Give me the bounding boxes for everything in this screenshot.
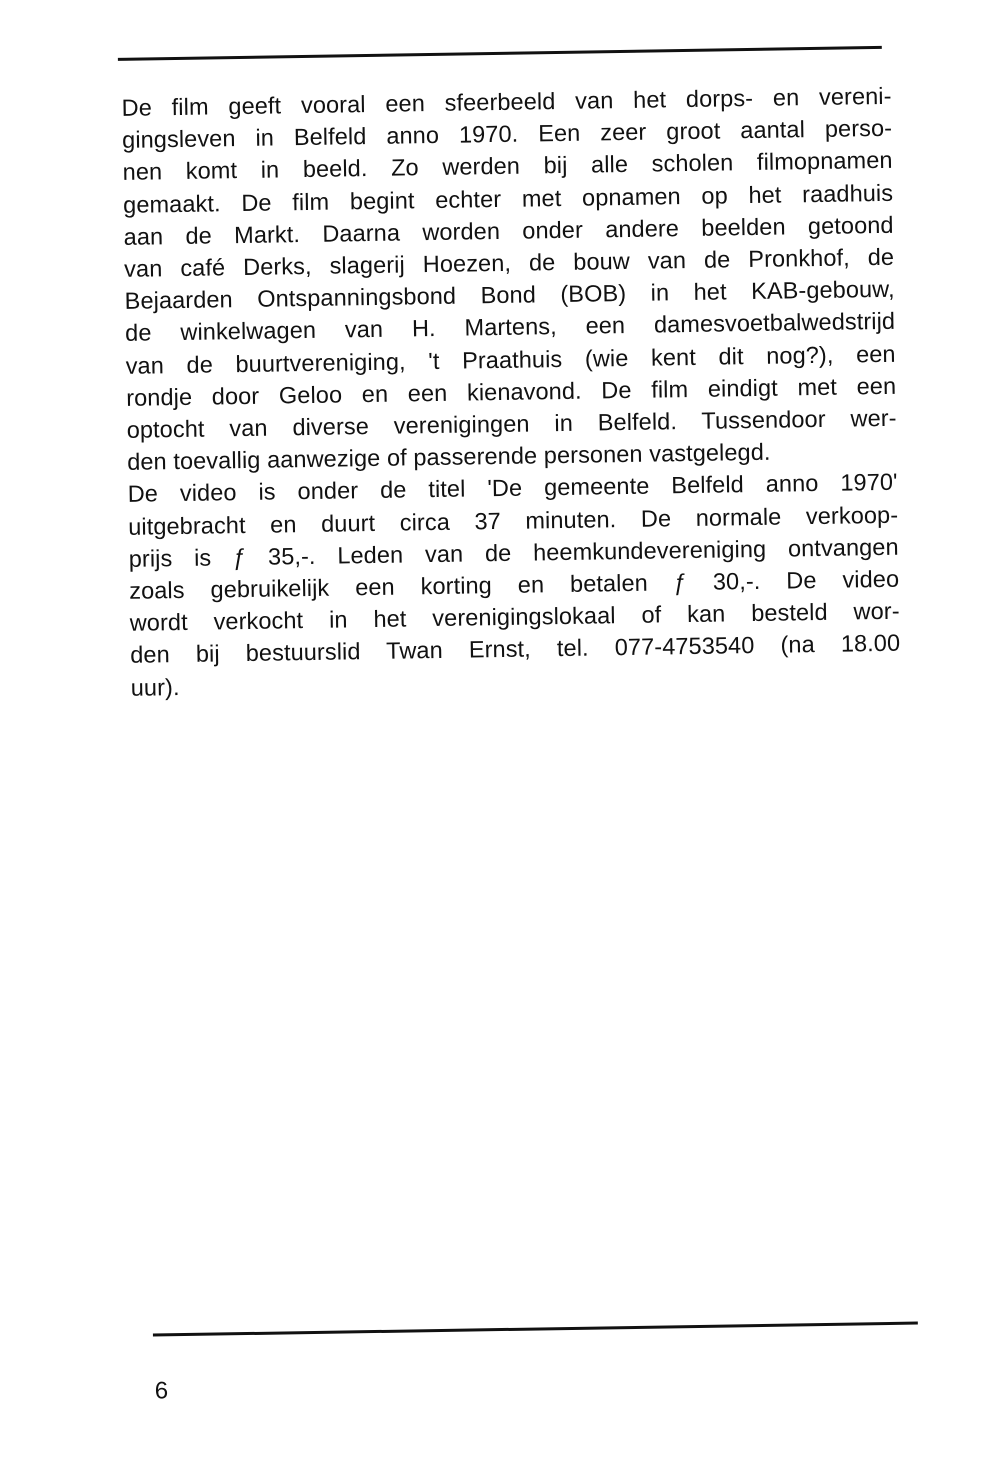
text-line: De video is onder de titel 'De gemeente Belfeld anno 1970': [127, 469, 898, 508]
text-line: rondje door Geloo en een kienavond. De film eindigt met een: [126, 372, 897, 411]
text-line: wordt verkocht in het verenigingslokaal of kan besteld wor-: [129, 597, 900, 637]
text-line: uitgebracht en duurt circa 37 minuten. De normale verkoop-: [128, 501, 899, 540]
text-line: De film geeft vooral een sfeerbeeld van het dorps- en vereni-: [121, 82, 892, 121]
text-line: optocht van diverse verenigingen in Belfeld. Tussendoor wer-: [126, 404, 897, 443]
text-line: de winkelwagen van H. Martens, een damesvoetbalwedstrijd: [124, 308, 896, 347]
bottom-rule: [153, 1322, 918, 1337]
body-text: [121, 80, 901, 704]
text-line: gemaakt. De film begint echter met opnamen op het raadhuis: [122, 179, 894, 218]
text-line: van café Derks, slagerij Hoezen, de bouw van de Pronkhof, de: [123, 243, 895, 282]
text-line: prijs is ƒ 35,-. Leden van de heemkundevereniging ontvangen: [128, 533, 899, 572]
text-line: den toevallig aanwezige of passerende personen vastgelegd.: [127, 438, 771, 476]
text-line: Bejaarden Ontspanningsbond Bond (BOB) in het KAB-gebouw,: [124, 275, 895, 315]
text-line: den bij bestuurslid Twan Ernst, tel. 077-4753540 (na 18.00: [130, 630, 901, 669]
text-line: nen komt in beeld. Zo werden bij alle scholen filmopnamen: [122, 147, 893, 186]
top-rule: [118, 46, 882, 61]
text-line: aan de Markt. Daarna worden onder andere beelden getoond: [123, 211, 894, 250]
text-line: gingsleven in Belfeld anno 1970. Een zeer groot aantal perso-: [121, 114, 893, 154]
text-line: uur).: [130, 673, 180, 701]
text-line: van de buurtvereniging, 't Praathuis (wie kent dit nog?), een: [125, 340, 896, 379]
page-number: 6: [154, 1377, 169, 1405]
text-line: zoals gebruikelijk een korting en betalen ƒ 30,-. De video: [129, 565, 900, 604]
